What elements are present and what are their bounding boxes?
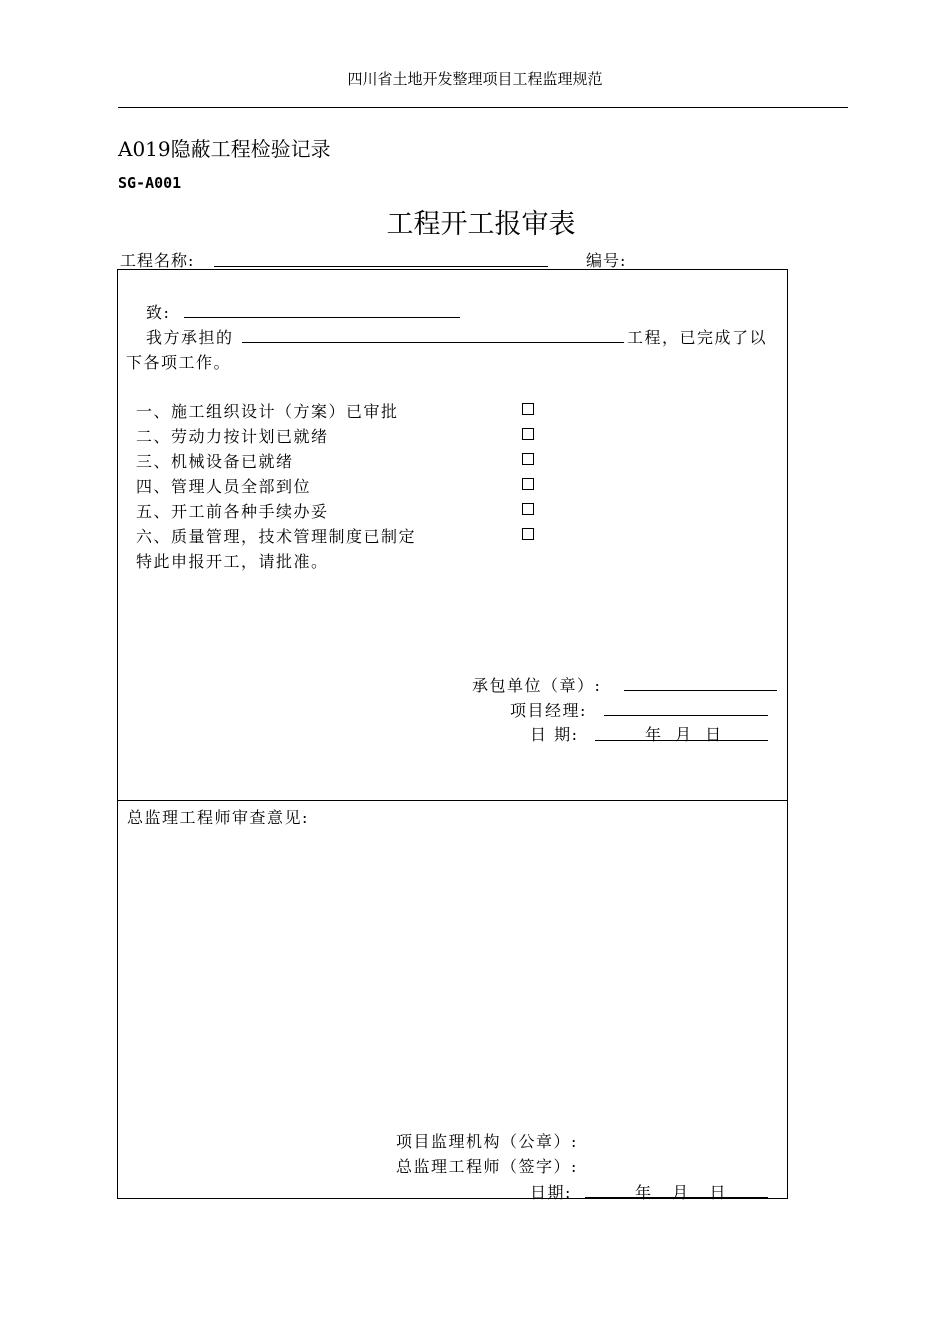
intro-end: 工程，已完成了以 xyxy=(627,328,768,347)
checklist-item-4: 四、管理人员全部到位 xyxy=(136,477,312,496)
page-header-title: 四川省土地开发整理项目工程监理规范 xyxy=(347,70,603,88)
checklist-item-5: 五、开工前各种手续办妥 xyxy=(136,502,329,521)
project-undertaken-field[interactable] xyxy=(242,342,624,343)
supervision-org-label: 项目监理机构（公章）: xyxy=(396,1132,578,1151)
to-field[interactable] xyxy=(184,317,460,318)
review-date-label: 日期: xyxy=(530,1183,572,1202)
intro-line2: 下各项工作。 xyxy=(126,353,232,372)
chief-engineer-label: 总监理工程师（签字）: xyxy=(396,1157,578,1176)
project-name-label: 工程名称: xyxy=(120,251,195,270)
number-label: 编号: xyxy=(586,251,627,270)
checkbox-item-1[interactable] xyxy=(522,403,534,415)
checkbox-item-2[interactable] xyxy=(522,428,534,440)
checklist-item-2: 二、劳动力按计划已就绪 xyxy=(136,427,329,446)
project-name-field[interactable] xyxy=(214,266,548,267)
application-date-value: 年 月 日 xyxy=(645,725,723,744)
application-date-label: 日 期: xyxy=(530,725,579,744)
project-manager-field[interactable] xyxy=(604,715,768,716)
review-date-value: 年 月 日 xyxy=(635,1183,728,1202)
contractor-label: 承包单位（章）: xyxy=(472,676,602,695)
checkbox-item-3[interactable] xyxy=(522,453,534,465)
closing-statement: 特此申报开工，请批准。 xyxy=(136,552,329,571)
document-code-title: A019隐蔽工程检验记录 xyxy=(118,137,331,161)
checkbox-item-5[interactable] xyxy=(522,503,534,515)
form-title: 工程开工报审表 xyxy=(386,209,576,240)
checklist-item-3: 三、机械设备已就绪 xyxy=(136,452,294,471)
project-manager-label: 项目经理: xyxy=(510,701,587,720)
to-label: 致: xyxy=(146,303,171,322)
header-rule xyxy=(118,107,848,108)
checklist-item-1: 一、施工组织设计（方案）已审批 xyxy=(136,402,399,421)
table-divider xyxy=(117,800,788,801)
review-opinion-label: 总监理工程师审查意见: xyxy=(127,808,309,827)
checkbox-item-6[interactable] xyxy=(522,528,534,540)
contractor-field[interactable] xyxy=(624,690,777,691)
checkbox-item-4[interactable] xyxy=(522,478,534,490)
form-code: SG-A001 xyxy=(118,174,182,192)
intro-start: 我方承担的 xyxy=(146,328,234,347)
checklist-item-6: 六、质量管理，技术管理制度已制定 xyxy=(136,527,417,546)
